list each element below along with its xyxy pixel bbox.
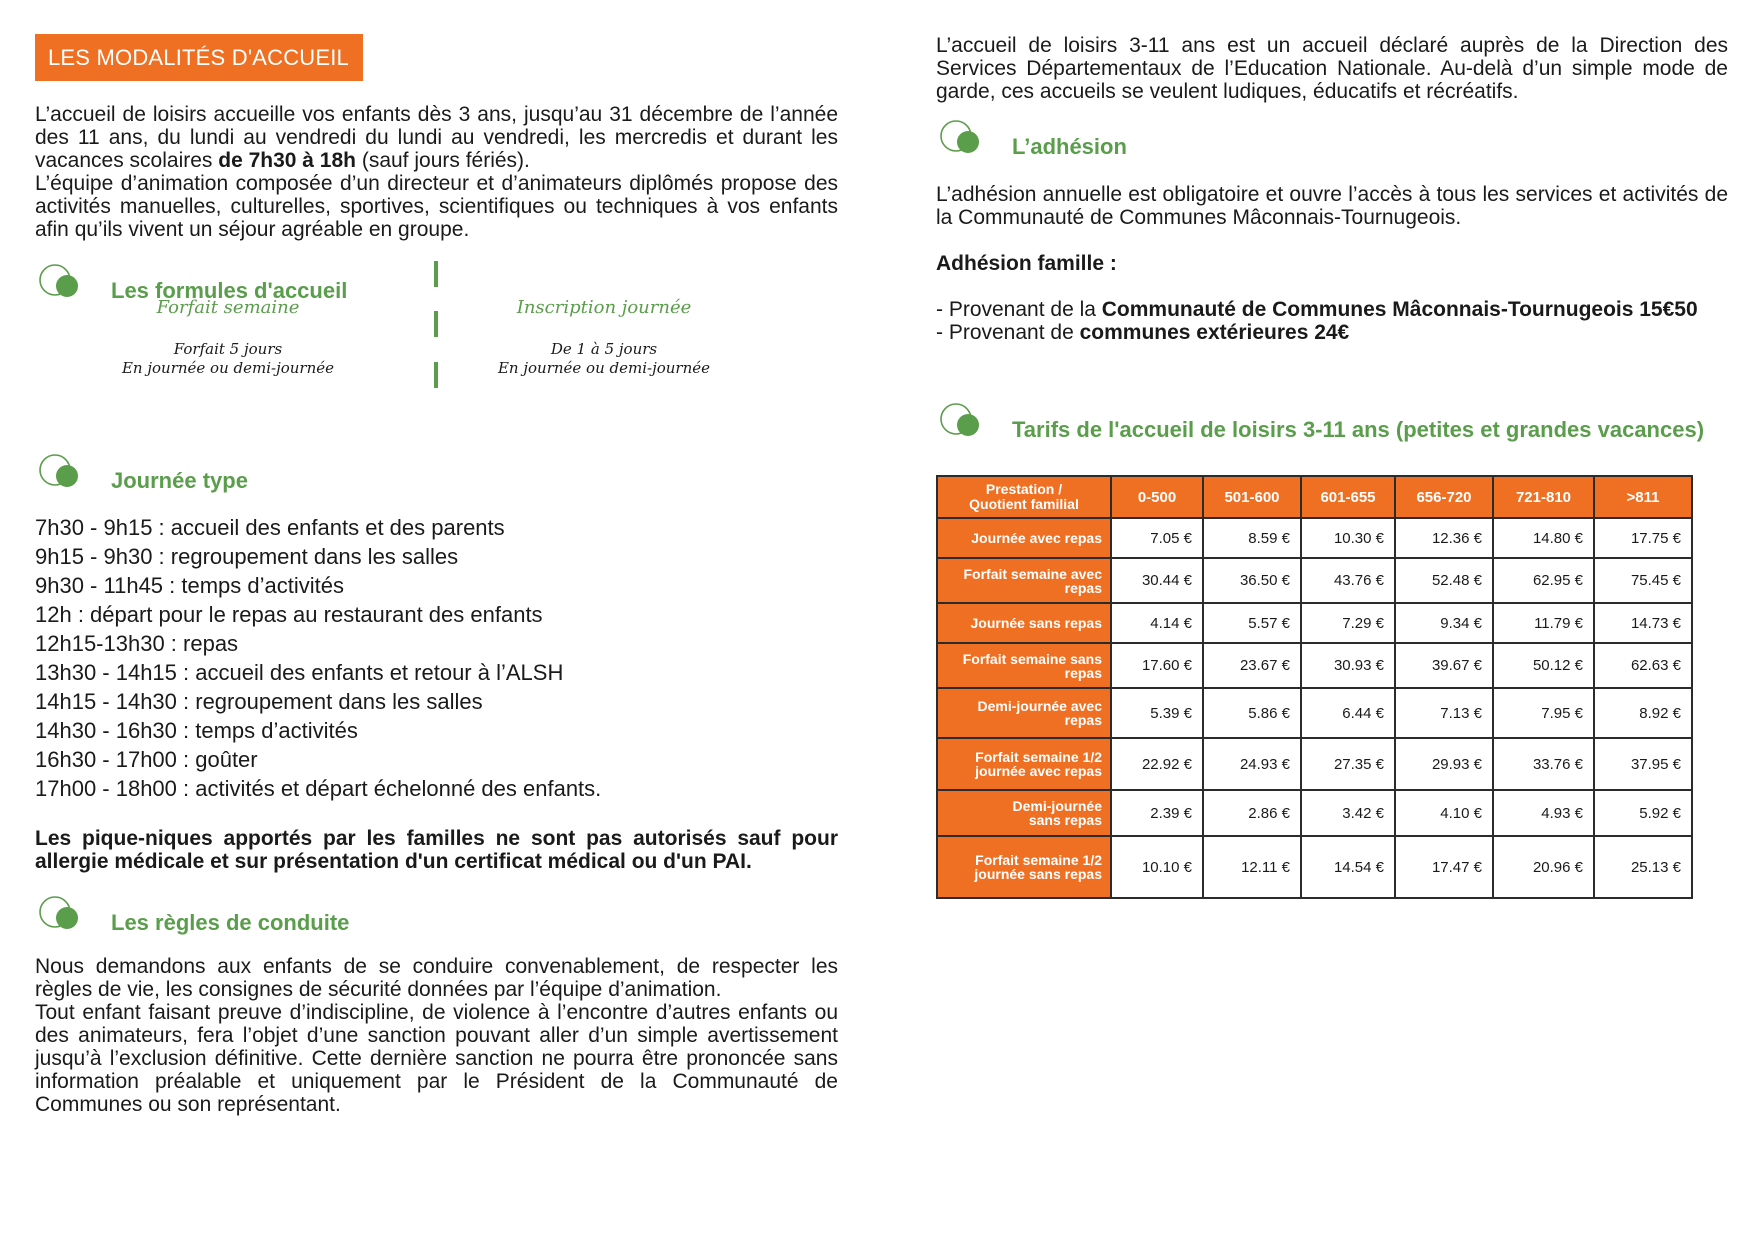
table-cell: 75.45 € [1594,558,1692,603]
divider-bar [434,362,438,388]
table-cell: 3.42 € [1301,790,1395,836]
row-label: Journée sans repas [937,603,1111,643]
table-cell: 5.39 € [1111,688,1203,738]
formules-block [35,297,838,443]
picnic-note: Les pique-niques apportés par les familles ne sont pas autorisés sauf pour allergie médicale et sur présentation d'un certificat médical ou d'un PAI. [35,827,838,873]
table-cell: 37.95 € [1594,738,1692,790]
table-cell: 30.44 € [1111,558,1203,603]
table-cell: 20.96 € [1493,836,1594,898]
circles-icon [35,453,89,493]
table-cell: 33.76 € [1493,738,1594,790]
schedule-line: 17h00 - 18h00 : activités et départ échelonné des enfants. [35,776,602,801]
table-cell: 29.93 € [1395,738,1493,790]
table-row [937,688,1692,738]
table-cell: 17.75 € [1594,518,1692,558]
table-row [937,643,1692,688]
table-cell: 30.93 € [1301,643,1395,688]
table-cell: 23.67 € [1203,643,1301,688]
table-cell: 17.60 € [1111,643,1203,688]
schedule-line: 7h30 - 9h15 : accueil des enfants et des parents [35,515,505,540]
table-cell: 5.57 € [1203,603,1301,643]
table-cell: 25.13 € [1594,836,1692,898]
formule-inscription-journee: Inscription journée De 1 à 5 jours En journée ou demi-journée [497,297,711,377]
table-cell: 7.29 € [1301,603,1395,643]
schedule-line: 9h30 - 11h45 : temps d’activités [35,573,344,598]
table-cell: 5.92 € [1594,790,1692,836]
schedule-line: 12h15-13h30 : repas [35,631,239,656]
table-cell: 7.13 € [1395,688,1493,738]
schedule-line: 9h15 - 9h30 : regroupement dans les salles [35,544,459,569]
table-row [937,738,1692,790]
row-label: Forfait semaine avec repas [937,558,1111,603]
right-column [936,34,1728,442]
divider-bar [434,261,438,287]
table-cell: 7.95 € [1493,688,1594,738]
divider-bar [434,311,438,337]
column-header: 656-720 [1395,476,1493,518]
tarifs-heading: Tarifs de l'accueil de loisirs 3-11 ans (petites et grandes vacances) [936,402,1728,442]
table-cell: 14.54 € [1301,836,1395,898]
table-cell: 24.93 € [1203,738,1301,790]
schedule-line: 12h : départ pour le repas au restaurant des enfants [35,602,543,627]
table-cell: 43.76 € [1301,558,1395,603]
tarifs-table [936,475,1693,899]
table-cell: 4.93 € [1493,790,1594,836]
adhesion-famille-label: Adhésion famille : [936,252,1117,275]
row-label: Journée avec repas [937,518,1111,558]
table-cell: 12.11 € [1203,836,1301,898]
column-header: 501-600 [1203,476,1301,518]
row-label: Demi-journée sans repas [937,790,1111,836]
row-label: Demi-journée avec repas [937,688,1111,738]
circles-icon [936,119,990,159]
table-row [937,603,1692,643]
table-cell: 7.05 € [1111,518,1203,558]
row-label: Forfait semaine 1/2 journée sans repas [937,836,1111,898]
journee-heading: Journée type [35,453,838,493]
column-header: >811 [1594,476,1692,518]
circles-icon [35,895,89,935]
table-cell: 8.92 € [1594,688,1692,738]
regles-paragraph-2: Tout enfant faisant preuve d’indiscipline, de violence à l’encontre d’autres enfants ou des animateurs, fera l’objet d’une sanction pouvant aller d’un simple avertissement jusqu’à l’exclusion définitive. Cette dernière sanction ne pourra être prononcée sans information préalable et uniquement par le Président de la Communauté de Communes ou son représentant. [35,1001,838,1116]
formule-forfait-semaine: Forfait semaine Forfait 5 jours En journée ou demi-journée [121,297,335,377]
table-cell: 2.39 € [1111,790,1203,836]
table-cell: 11.79 € [1493,603,1594,643]
intro-paragraph-2: L’équipe d’animation composée d’un directeur et d’animateurs diplômés propose des activités manuelles, culturelles, sportives, scientifiques ou techniques à vos enfants afin qu’ils vivent un séjour agréable en groupe. [35,172,838,241]
intro-paragraph-1: L’accueil de loisirs accueille vos enfants dès 3 ans, jusqu’au 31 décembre de l’année des 11 ans, du lundi au vendredi du lundi au vendredi, les mercredis et durant les vacances scolaires de 7h30 à 18h (sauf jours fériés). [35,103,838,172]
table-cell: 62.95 € [1493,558,1594,603]
schedule-list [35,513,838,803]
table-cell: 2.86 € [1203,790,1301,836]
table-cell: 6.44 € [1301,688,1395,738]
table-cell: 52.48 € [1395,558,1493,603]
table-cell: 14.73 € [1594,603,1692,643]
table-cell: 22.92 € [1111,738,1203,790]
table-cell: 62.63 € [1594,643,1692,688]
adhesion-paragraph: L’adhésion annuelle est obligatoire et ouvre l’accès à tous les services et activités de la Communauté de Communes Mâconnais-Tournugeois. [936,183,1728,229]
column-header: 721-810 [1493,476,1594,518]
table-header-row [937,476,1692,518]
adhesion-line-1: - Provenant de la Communauté de Communes Mâconnais-Tournugeois 15€50 [936,298,1698,321]
row-label: Forfait semaine 1/2 journée avec repas [937,738,1111,790]
table-cell: 9.34 € [1395,603,1493,643]
table-row [937,518,1692,558]
table-row [937,558,1692,603]
table-cell: 39.67 € [1395,643,1493,688]
schedule-line: 14h15 - 14h30 : regroupement dans les salles [35,689,483,714]
adhesion-heading: L’adhésion [936,119,1728,159]
column-header: 601-655 [1301,476,1395,518]
table-cell: 10.10 € [1111,836,1203,898]
table-row [937,790,1692,836]
table-corner-header: Prestation / Quotient familial [937,476,1111,518]
table-cell: 14.80 € [1493,518,1594,558]
table-cell: 4.10 € [1395,790,1493,836]
schedule-line: 13h30 - 14h15 : accueil des enfants et retour à l’ALSH [35,660,564,685]
column-header: 0-500 [1111,476,1203,518]
table-cell: 17.47 € [1395,836,1493,898]
formules-heading: Les formules d'accueil [35,263,838,303]
section-banner: LES MODALITÉS D'ACCUEIL [35,34,363,81]
table-cell: 5.86 € [1203,688,1301,738]
table-cell: 12.36 € [1395,518,1493,558]
adhesion-line-2: - Provenant de communes extérieures 24€ [936,321,1350,344]
table-cell: 36.50 € [1203,558,1301,603]
circles-icon [936,402,990,442]
regles-paragraph-1: Nous demandons aux enfants de se conduire convenablement, de respecter les règles de vie, les consignes de sécurité données par l’équipe d’animation. [35,955,838,1001]
schedule-line: 14h30 - 16h30 : temps d’activités [35,718,358,743]
table-row [937,836,1692,898]
right-intro: L’accueil de loisirs 3-11 ans est un accueil déclaré auprès de la Direction des Services Départementaux de l’Education Nationale. Au-delà d’un simple mode de garde, ces accueils se veulent ludiques, éducatifs et récréatifs. [936,34,1728,103]
schedule-line: 16h30 - 17h00 : goûter [35,747,258,772]
table-cell: 10.30 € [1301,518,1395,558]
row-label: Forfait semaine sans repas [937,643,1111,688]
regles-heading: Les règles de conduite [35,895,838,935]
left-column [35,34,838,1116]
table-cell: 27.35 € [1301,738,1395,790]
table-cell: 50.12 € [1493,643,1594,688]
table-cell: 8.59 € [1203,518,1301,558]
table-cell: 4.14 € [1111,603,1203,643]
